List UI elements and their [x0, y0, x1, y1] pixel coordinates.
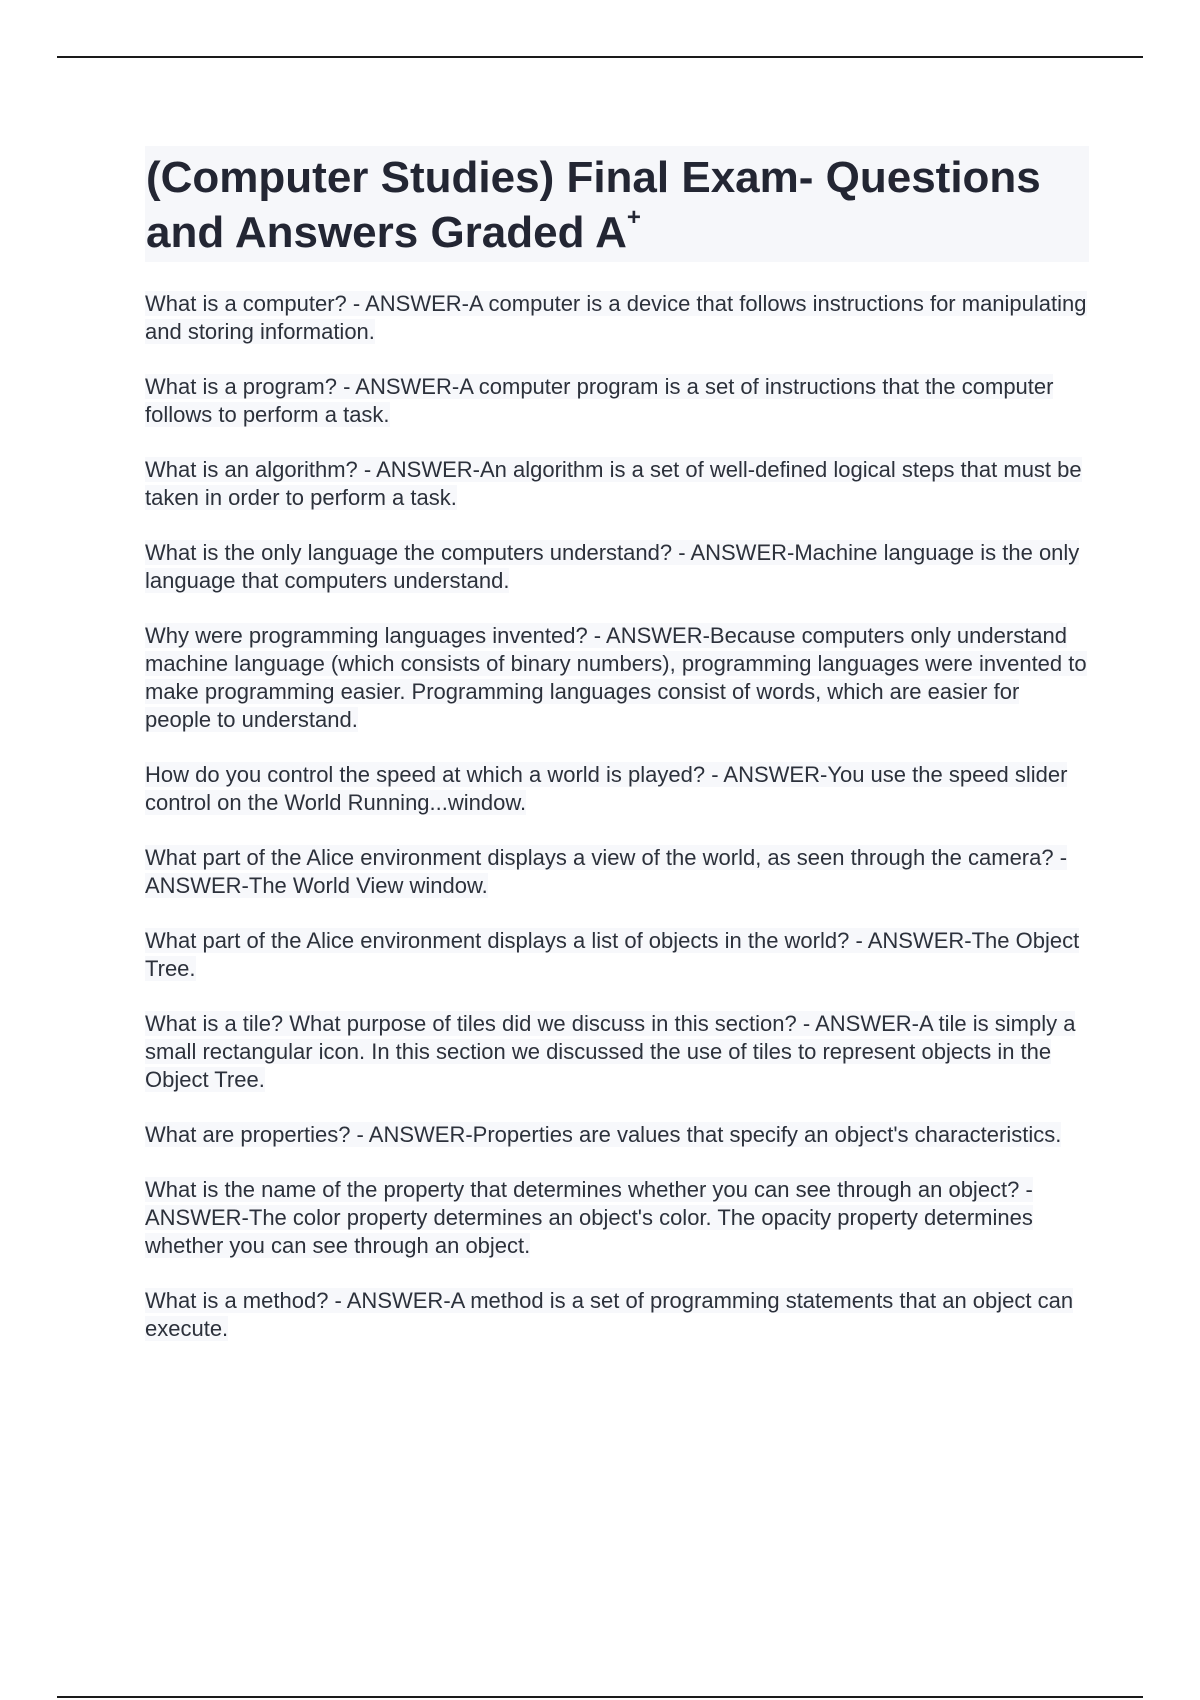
qa-text: What is a tile? What purpose of tiles did we discuss in this section? - ANSWER-A tile is simply a small rectangular icon. In this section we discussed the use of tiles to represent objects in the Object Tree.: [145, 1011, 1076, 1092]
qa-item: [145, 1176, 1089, 1260]
document-body: [145, 146, 1089, 1370]
qa-text: What is a program? - ANSWER-A computer program is a set of instructions that the computer follows to perform a task.: [145, 374, 1054, 427]
qa-item: [145, 373, 1089, 429]
qa-item: [145, 1010, 1089, 1094]
qa-item: [145, 1287, 1089, 1343]
title-block: [145, 146, 1089, 262]
qa-text: How do you control the speed at which a world is played? - ANSWER-You use the speed slider control on the World Running...window.: [145, 762, 1068, 815]
qa-text: What is the name of the property that determines whether you can see through an object? - ANSWER-The color property determines an object's color. The opacity property determines whether you can see through an object.: [145, 1177, 1033, 1258]
qa-text: What part of the Alice environment displays a view of the world, as seen through the camera? - ANSWER-The World View window.: [145, 845, 1068, 898]
qa-list: [145, 290, 1089, 1343]
top-rule: [57, 56, 1143, 58]
qa-item: [145, 927, 1089, 983]
qa-item: [145, 761, 1089, 817]
title-superscript: +: [626, 204, 641, 232]
qa-text: What is the only language the computers understand? - ANSWER-Machine language is the only language that computers understand.: [145, 540, 1080, 593]
qa-text: What is an algorithm? - ANSWER-An algorithm is a set of well-defined logical steps that must be taken in order to perform a task.: [145, 457, 1082, 510]
page-title-text: (Computer Studies) Final Exam- Questions and Answers Graded A: [146, 153, 1041, 257]
qa-item: [145, 290, 1089, 346]
qa-item: [145, 844, 1089, 900]
qa-text: Why were programming languages invented? - ANSWER-Because computers only understand machine language (which consists of binary numbers), programming languages were invented to make programming easier. Programming languages consist of words, which are easier for people to understand.: [145, 623, 1087, 732]
qa-item: [145, 1121, 1089, 1149]
bottom-rule: [57, 1696, 1143, 1698]
qa-text: What part of the Alice environment displays a list of objects in the world? - ANSWER-The Object Tree.: [145, 928, 1080, 981]
qa-item: [145, 622, 1089, 734]
qa-item: [145, 539, 1089, 595]
qa-text: What is a computer? - ANSWER-A computer is a device that follows instructions for manipulating and storing information.: [145, 291, 1087, 344]
qa-item: [145, 456, 1089, 512]
qa-text: What are properties? - ANSWER-Properties are values that specify an object's characteristics.: [145, 1122, 1062, 1147]
qa-text: What is a method? - ANSWER-A method is a set of programming statements that an object can execute.: [145, 1288, 1074, 1341]
page-title: [146, 150, 1085, 260]
